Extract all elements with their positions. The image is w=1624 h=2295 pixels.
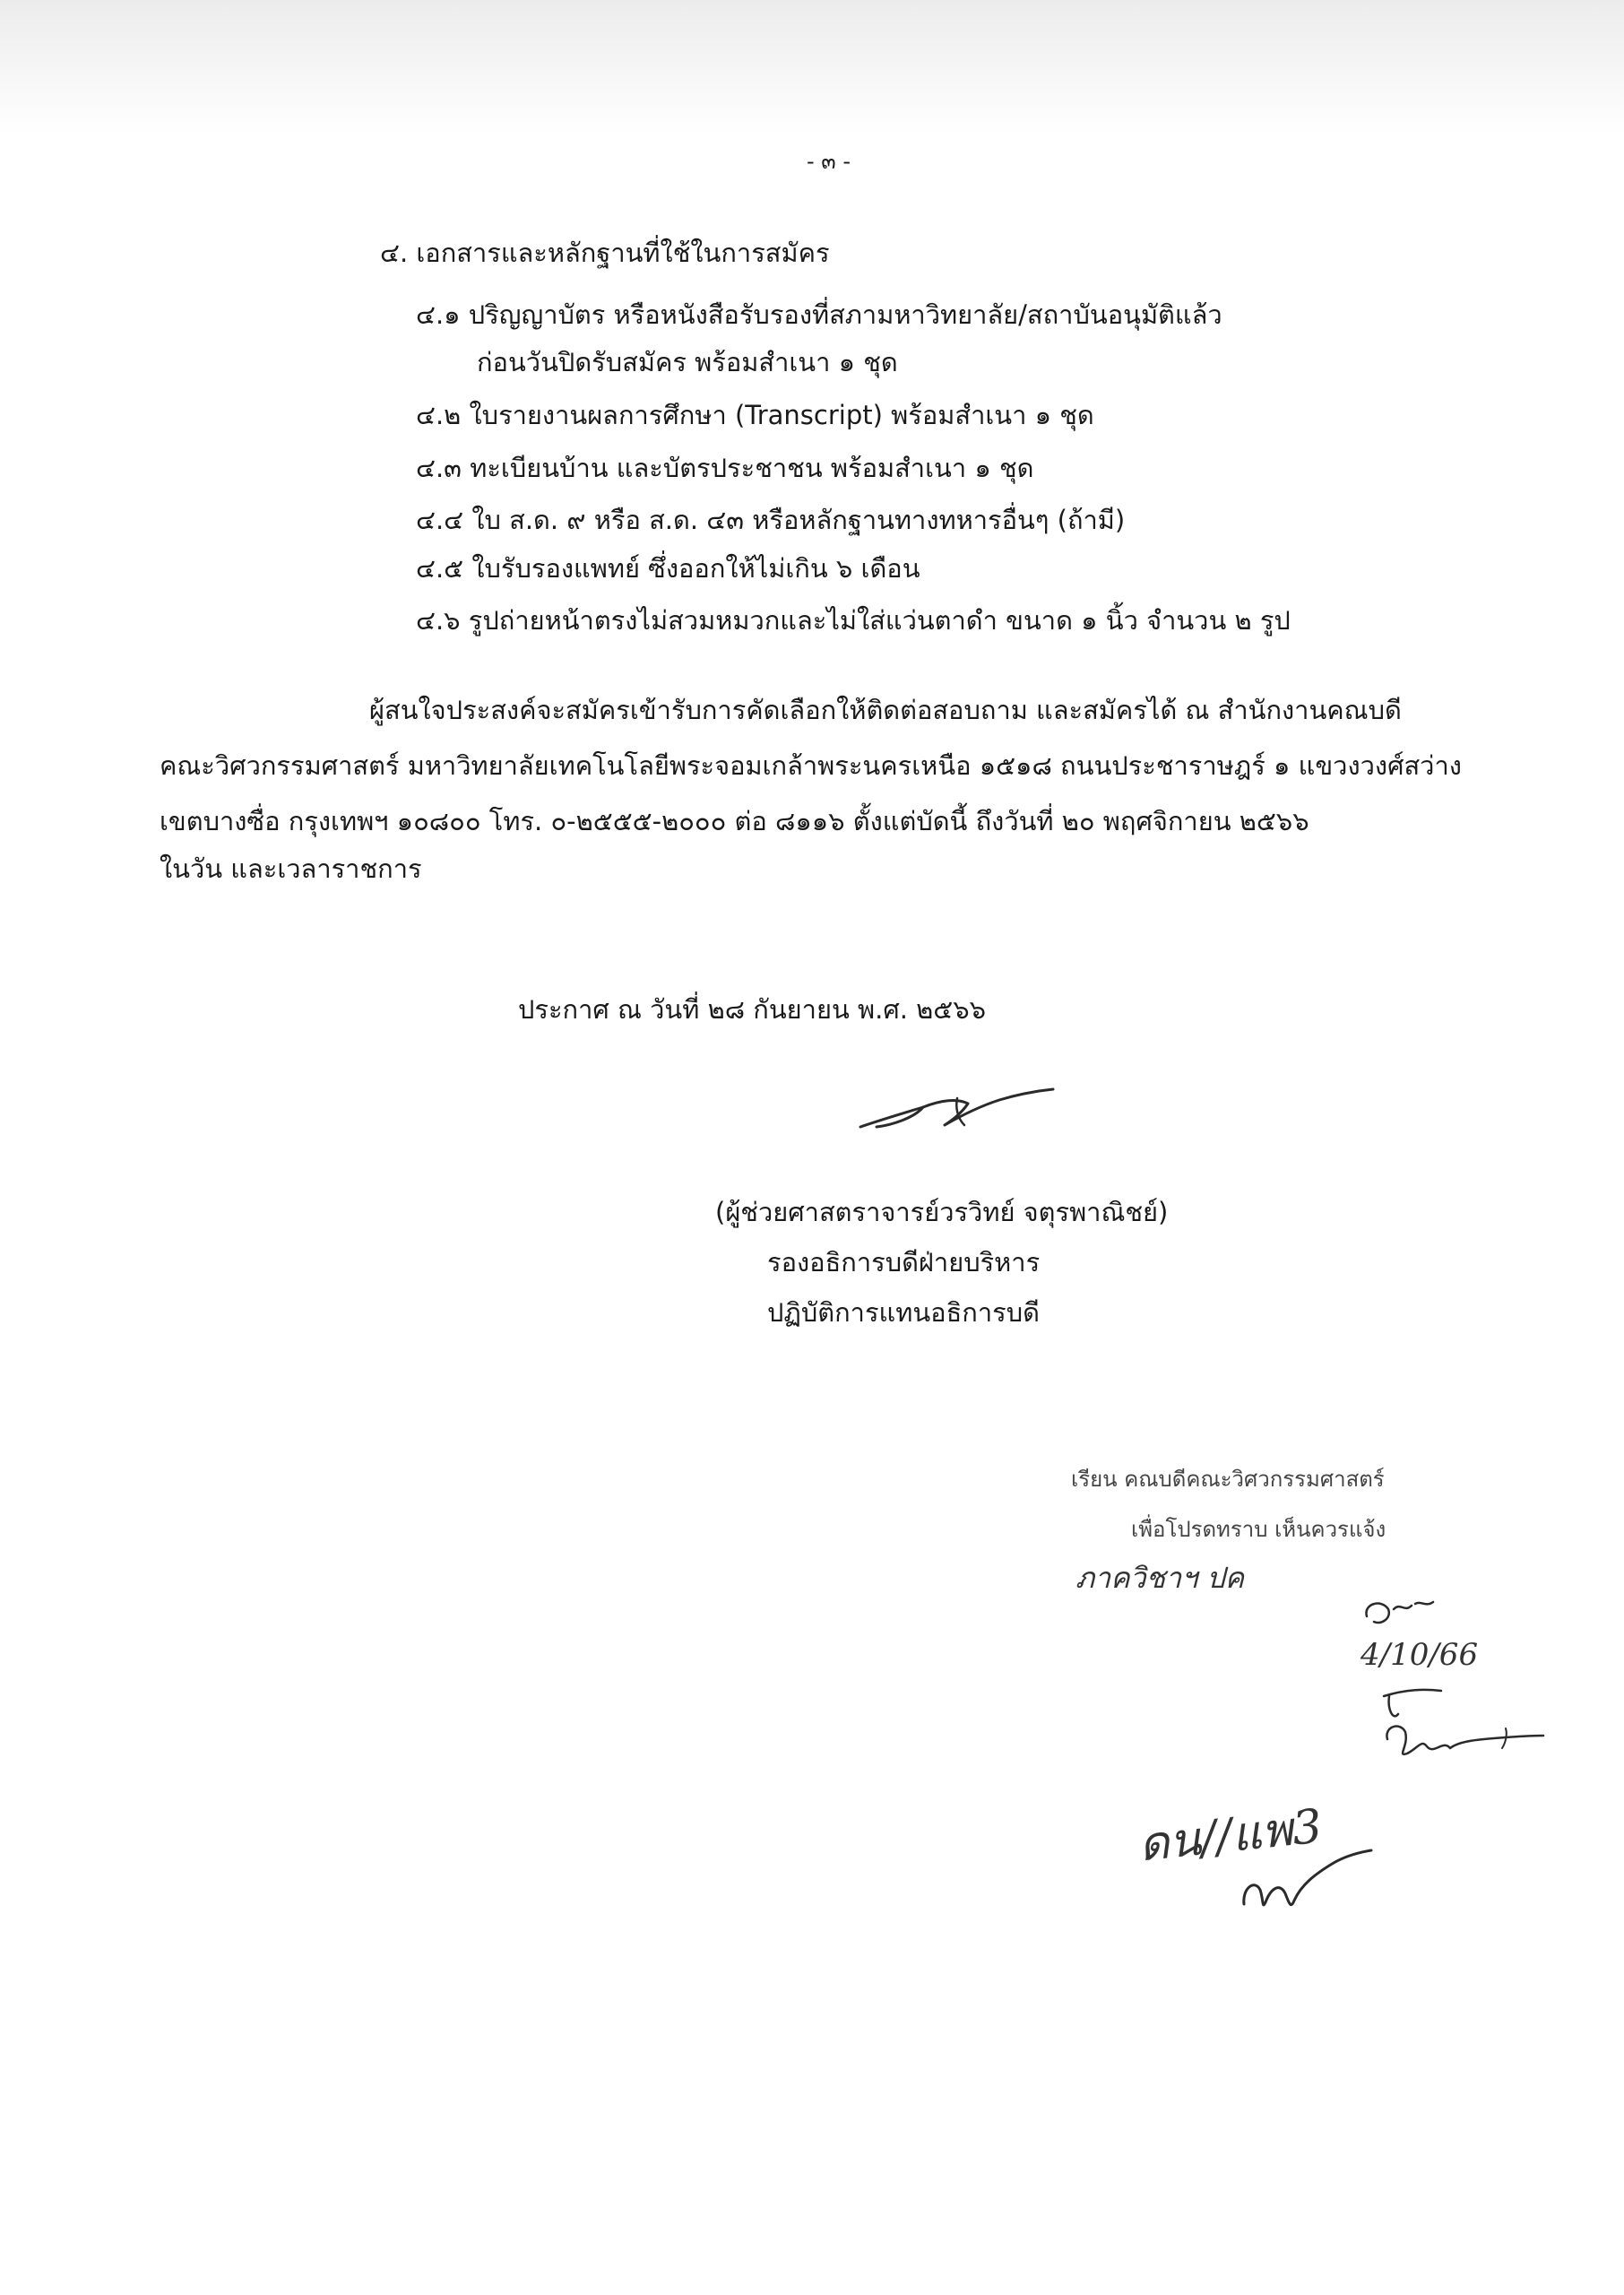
page-number: - ๓ -: [807, 149, 851, 174]
scan-shadow: [0, 0, 1624, 134]
contact-paragraph-line: ผู้สนใจประสงค์จะสมัครเข้ารับการคัดเลือกให้ติดต่อสอบถาม และสมัครได้ ณ สำนักงานคณบดี: [369, 695, 1402, 725]
initials-mark: [1358, 1591, 1456, 1636]
announcement-date: ประกาศ ณ วันที่ ๒๘ กันยายน พ.ศ. ๒๕๖๖: [518, 994, 987, 1025]
contact-paragraph-line: คณะวิศวกรรมศาสตร์ มหาวิทยาลัยเทคโนโลยีพระจอมเกล้าพระนครเหนือ ๑๕๑๘ ถนนประชาราษฎร์ ๑ แขวงวงศ์สว่าง: [160, 750, 1462, 781]
handwritten-date: 4/10/66: [1361, 1637, 1479, 1673]
requirement-item: ๔.๒ ใบรายงานผลการศึกษา (Transcript) พร้อมสำเนา ๑ ชุด: [416, 400, 1094, 430]
handwritten-initials: [1235, 1847, 1378, 1918]
annotation-line: เพื่อโปรดทราบ เห็นควรแจ้ง: [1131, 1517, 1386, 1542]
requirement-item: ๔.๕ ใบรับรองแพทย์ ซึ่งออกให้ไม่เกิน ๖ เดือน: [416, 553, 920, 584]
requirement-item: ๔.๑ ปริญญาบัตร หรือหนังสือรับรองที่สภามหาวิทยาลัย/สถาบันอนุมัติแล้ว: [416, 299, 1222, 330]
requirement-item: ๔.๖ รูปถ่ายหน้าตรงไม่สวมหมวกและไม่ใส่แว่นตาดำ ขนาด ๑ นิ้ว จำนวน ๒ รูป: [416, 605, 1291, 636]
signatory-position: รองอธิการบดีฝ่ายบริหาร: [767, 1247, 1041, 1277]
handwritten-note: ดน//แพ3: [1136, 1799, 1325, 1873]
signatory-name: (ผู้ช่วยศาสตราจารย์วรวิทย์ จตุรพาณิชย์): [715, 1197, 1169, 1227]
requirement-item: ๔.๓ ทะเบียนบ้าน และบัตรประชาชน พร้อมสำเนา ๑ ชุด: [416, 453, 1034, 483]
annotation-line: เรียน คณบดีคณะวิศวกรรมศาสตร์: [1071, 1467, 1385, 1492]
signature-image: [851, 1071, 1058, 1143]
section-heading: ๔. เอกสารและหลักฐานที่ใช้ในการสมัคร: [380, 238, 830, 268]
contact-paragraph-line: ในวัน และเวลาราชการ: [160, 853, 422, 884]
requirement-item-continuation: ก่อนวันปิดรับสมัคร พร้อมสำเนา ๑ ชุด: [477, 347, 898, 377]
handwritten-note: ภาควิชาฯ ปค: [1075, 1561, 1244, 1595]
signatory-acting: ปฏิบัติการแทนอธิการบดี: [767, 1297, 1040, 1328]
requirement-item: ๔.๔ ใบ ส.ด. ๙ หรือ ส.ด. ๔๓ หรือหลักฐานทางทหารอื่นๆ (ถ้ามี): [416, 505, 1126, 535]
contact-paragraph-line: เขตบางซื่อ กรุงเทพฯ ๑๐๘๐๐ โทร. ๐-๒๕๕๕-๒๐๐๐ ต่อ ๘๑๑๖ ตั้งแต่บัดนี้ ถึงวันที่ ๒๐ พฤศจิกายน ๒๕๖๖: [160, 806, 1309, 836]
handwritten-signature: [1371, 1676, 1551, 1766]
